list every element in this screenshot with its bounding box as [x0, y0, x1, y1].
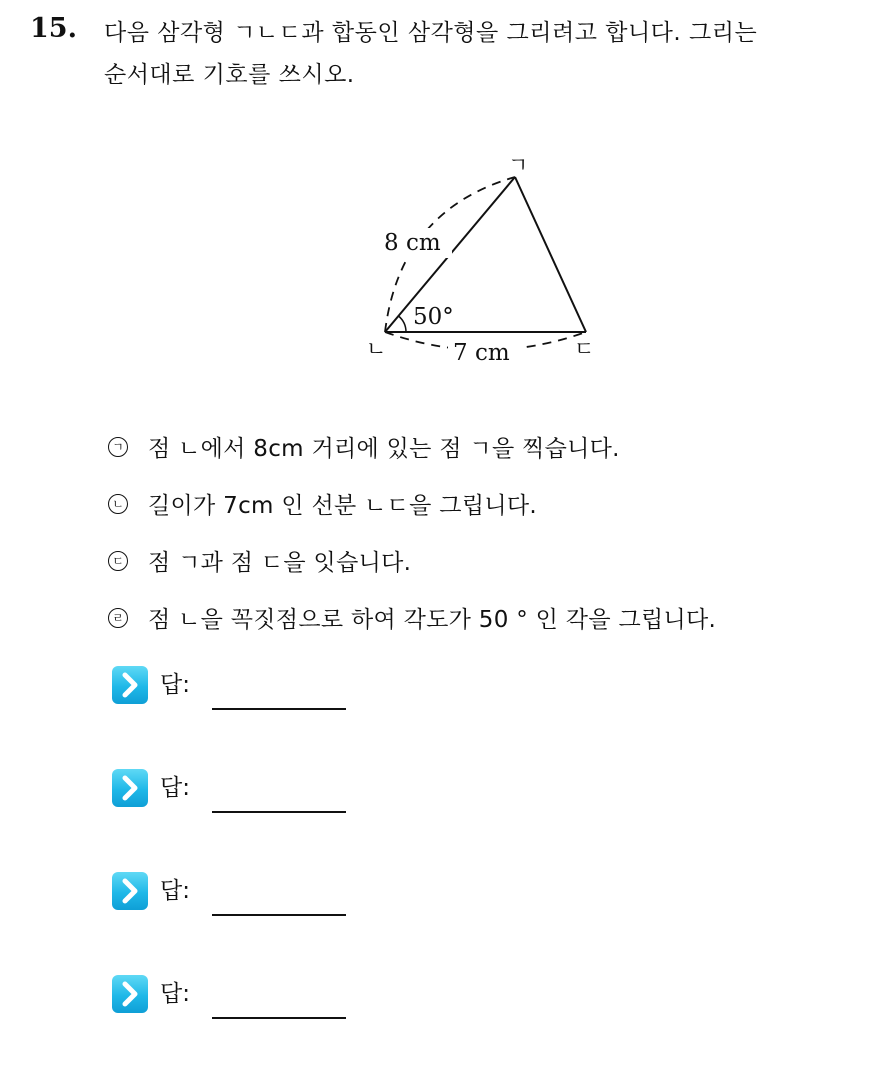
chevron-right-icon [112, 872, 148, 910]
step-marker: ㄱ [108, 437, 128, 457]
vertex-left-label: ㄴ [366, 337, 387, 361]
side-bottom-label: 7 cm [453, 340, 510, 366]
triangle-figure [360, 150, 620, 375]
answer-label: 답: [160, 878, 190, 904]
answer-blank[interactable] [212, 1017, 346, 1019]
answer-blank[interactable] [212, 708, 346, 710]
step-text: 점 ㄴ을 꼭짓점으로 하여 각도가 50 ° 인 각을 그립니다. [148, 607, 717, 633]
angle-label: 50° [413, 304, 454, 330]
chevron-right-icon [112, 975, 148, 1013]
step-marker: ㄴ [108, 494, 128, 514]
answer-label: 답: [160, 981, 190, 1007]
step-text: 점 ㄴ에서 8cm 거리에 있는 점 ㄱ을 찍습니다. [148, 436, 620, 462]
answer-row [112, 769, 512, 872]
angle-arc [399, 316, 407, 332]
question-text-line-1: 다음 삼각형 ㄱㄴㄷ과 합동인 삼각형을 그리려고 합니다. 그리는 [104, 20, 758, 46]
answer-row [112, 872, 512, 975]
step-item [108, 532, 868, 589]
question-number: 15. [30, 13, 77, 44]
step-item [108, 475, 868, 532]
question-text-line-2: 순서대로 기호를 쓰시오. [104, 62, 355, 88]
side-left-label: 8 cm [384, 230, 441, 256]
chevron-right-icon [112, 666, 148, 704]
answer-list [112, 666, 512, 1078]
answer-row [112, 975, 512, 1078]
chevron-right-icon [112, 769, 148, 807]
answer-row [112, 666, 512, 769]
question-text [104, 12, 874, 96]
step-text: 점 ㄱ과 점 ㄷ을 잇습니다. [148, 550, 412, 576]
answer-blank[interactable] [212, 811, 346, 813]
vertex-top-label: ㄱ [508, 153, 529, 177]
step-marker: ㄹ [108, 608, 128, 628]
answer-label: 답: [160, 775, 190, 801]
step-item [108, 589, 868, 646]
answer-label: 답: [160, 672, 190, 698]
step-list [108, 418, 868, 646]
answer-blank[interactable] [212, 914, 346, 916]
step-item [108, 418, 868, 475]
step-text: 길이가 7cm 인 선분 ㄴㄷ을 그립니다. [148, 493, 537, 519]
step-marker: ㄷ [108, 551, 128, 571]
side-ac [515, 177, 586, 332]
vertex-right-label: ㄷ [574, 337, 595, 361]
